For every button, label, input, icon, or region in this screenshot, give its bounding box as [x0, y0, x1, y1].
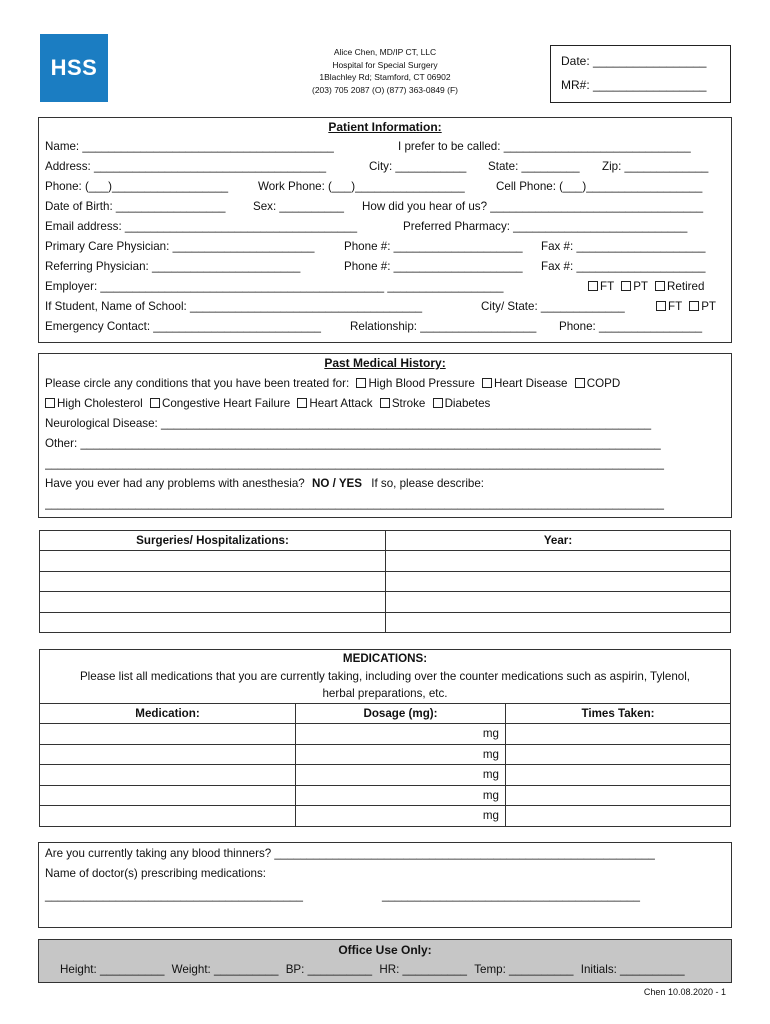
year-cell[interactable]	[386, 592, 731, 613]
temp-field[interactable]: Temp: __________	[474, 963, 574, 976]
employment-retired-checkbox[interactable]	[655, 281, 665, 291]
year-cell[interactable]	[386, 551, 731, 572]
work-phone-field[interactable]: Work Phone: (___)_________________	[258, 180, 465, 193]
heart-attack-checkbox[interactable]	[297, 398, 307, 408]
condition-label: Stroke	[391, 397, 426, 410]
condition-label: Heart Disease	[494, 377, 568, 390]
surgery-cell[interactable]	[40, 551, 386, 572]
surgeries-header: Surgeries/ Hospitalizations:	[40, 531, 386, 551]
option-label: Retired	[667, 280, 705, 293]
anesthesia-options[interactable]: NO / YES	[311, 477, 363, 490]
dosage-cell[interactable]: mg	[296, 785, 506, 806]
school-field[interactable]: If Student, Name of School: ____________________________________	[45, 300, 423, 313]
practice-info	[260, 46, 510, 96]
anesthesia-question: Have you ever had any problems with anesthesia?	[45, 477, 305, 490]
hr-field[interactable]: HR: __________	[379, 963, 467, 976]
chf-checkbox[interactable]	[150, 398, 160, 408]
prescribing-doctor-line-1[interactable]: ________________________________________	[45, 889, 303, 902]
pcp-fax-field[interactable]: Fax #: ____________________	[541, 240, 706, 253]
option-label: PT	[633, 280, 648, 293]
dosage-cell[interactable]: mg	[296, 806, 506, 827]
dosage-cell[interactable]: mg	[296, 744, 506, 765]
emergency-contact-field[interactable]: Emergency Contact: __________________________	[45, 320, 321, 333]
diabetes-checkbox[interactable]	[433, 398, 443, 408]
times-taken-header: Times Taken:	[506, 704, 731, 724]
times-cell[interactable]	[506, 785, 731, 806]
medical-history-title: Past Medical History:	[324, 356, 446, 370]
times-cell[interactable]	[506, 724, 731, 745]
table-row	[40, 571, 731, 592]
year-cell[interactable]	[386, 612, 731, 633]
medications-instructions	[39, 668, 731, 702]
practice-line: Hospital for Special Surgery	[332, 59, 438, 70]
table-row	[40, 551, 731, 572]
sex-field[interactable]: Sex: __________	[253, 200, 344, 213]
school-city-state-field[interactable]: City/ State: _____________	[481, 300, 625, 313]
table-row	[40, 612, 731, 633]
hss-logo: HSS	[40, 34, 108, 102]
copd-checkbox[interactable]	[575, 378, 585, 388]
anesthesia-followup: If so, please describe:	[371, 477, 485, 490]
medication-cell[interactable]	[40, 724, 296, 745]
medication-cell[interactable]	[40, 765, 296, 786]
phone-field[interactable]: Phone: (___)__________________	[45, 180, 229, 193]
table-row	[40, 765, 731, 786]
state-field[interactable]: State: _________	[488, 160, 580, 173]
practice-line: 1Blachley Rd; Stamford, CT 06902	[319, 72, 451, 82]
emergency-phone-field[interactable]: Phone: ________________	[559, 320, 703, 333]
cell-phone-field[interactable]: Cell Phone: (___)__________________	[496, 180, 703, 193]
pcp-phone-field[interactable]: Phone #: ____________________	[344, 240, 523, 253]
dosage-cell[interactable]: mg	[296, 765, 506, 786]
surgery-cell[interactable]	[40, 571, 386, 592]
table-row	[40, 806, 731, 827]
surgeries-table	[39, 530, 731, 633]
referring-phone-field[interactable]: Phone #: ____________________	[344, 260, 523, 273]
instructions-line: herbal preparations, etc.	[322, 687, 448, 700]
other-conditions-line[interactable]: ________________________________________________________________________________________________	[45, 457, 664, 470]
medication-cell[interactable]	[40, 785, 296, 806]
times-cell[interactable]	[506, 744, 731, 765]
mr-field[interactable]: MR#: _________________	[561, 78, 707, 92]
medication-cell[interactable]	[40, 806, 296, 827]
prescribing-doctor-label: Name of doctor(s) prescribing medications:	[45, 867, 267, 880]
table-row	[40, 744, 731, 765]
condition-label: High Cholesterol	[57, 397, 143, 410]
pharmacy-field[interactable]: Preferred Pharmacy: ___________________________	[403, 220, 688, 233]
medication-header: Medication:	[40, 704, 296, 724]
medications-title: MEDICATIONS:	[342, 652, 428, 665]
student-ft-checkbox[interactable]	[656, 301, 666, 311]
medication-cell[interactable]	[40, 744, 296, 765]
employment-pt-checkbox[interactable]	[621, 281, 631, 291]
zip-field[interactable]: Zip: _____________	[602, 160, 709, 173]
condition-label: High Blood Pressure	[368, 377, 475, 390]
email-field[interactable]: Email address: ____________________________________	[45, 220, 358, 233]
office-use-title: Office Use Only:	[338, 943, 432, 957]
employment-ft-checkbox[interactable]	[588, 281, 598, 291]
condition-label: Congestive Heart Failure	[161, 397, 291, 410]
option-label: FT	[668, 300, 682, 313]
city-field[interactable]: City: ___________	[369, 160, 467, 173]
date-field[interactable]: Date: _________________	[561, 54, 707, 68]
other-conditions-field[interactable]: Other: __________________________________________________________________________________________	[45, 437, 661, 450]
page-footer: Chen 10.08.2020 - 1	[643, 987, 726, 997]
condition-label: Diabetes	[444, 397, 491, 410]
table-row	[40, 785, 731, 806]
date-mr-box	[550, 45, 731, 103]
times-cell[interactable]	[506, 765, 731, 786]
conditions-intro: Please circle any conditions that you have been treated for:	[45, 377, 350, 390]
dob-field[interactable]: Date of Birth: _________________	[45, 200, 226, 213]
condition-label: COPD	[586, 377, 621, 390]
dosage-header: Dosage (mg):	[296, 704, 506, 724]
prescribing-doctor-line-2[interactable]: ________________________________________	[382, 889, 640, 902]
preferred-name-field[interactable]: I prefer to be called: _____________________________	[398, 140, 691, 153]
year-cell[interactable]	[386, 571, 731, 592]
practice-line: Alice Chen, MD/IP CT, LLC	[333, 47, 437, 57]
dosage-cell[interactable]: mg	[296, 724, 506, 745]
surgery-cell[interactable]	[40, 592, 386, 613]
anesthesia-description-line[interactable]: ________________________________________________________________________________________________	[45, 497, 664, 510]
student-pt-checkbox[interactable]	[689, 301, 699, 311]
relationship-field[interactable]: Relationship: __________________	[350, 320, 537, 333]
instructions-line: Please list all medications that you are currently taking, including over the counter medications such as aspirin, Tylenol,	[79, 670, 691, 683]
height-field[interactable]: Height: __________	[60, 963, 165, 976]
name-field[interactable]: Name: _______________________________________	[45, 140, 334, 153]
pcp-field[interactable]: Primary Care Physician: ______________________	[45, 240, 315, 253]
table-row	[40, 724, 731, 745]
referral-source-field[interactable]: How did you hear of us? _________________________________	[362, 200, 704, 213]
neurological-disease-field[interactable]: Neurological Disease: ____________________________________________________________________________	[45, 417, 652, 430]
employer-field[interactable]: Employer: ____________________________________________ __________________	[45, 280, 504, 293]
referring-physician-field[interactable]: Referring Physician: _______________________	[45, 260, 301, 273]
option-label: FT	[600, 280, 614, 293]
medications-table	[39, 703, 731, 827]
blood-thinners-field[interactable]: Are you currently taking any blood thinners? ___________________________________________________________	[45, 847, 655, 860]
surgery-cell[interactable]	[40, 612, 386, 633]
high-blood-pressure-checkbox[interactable]	[356, 378, 366, 388]
table-row	[40, 592, 731, 613]
referring-fax-field[interactable]: Fax #: ____________________	[541, 260, 706, 273]
practice-line: (203) 705 2087 (O) (877) 363-0849 (F)	[312, 84, 458, 95]
initials-field[interactable]: Initials: __________	[580, 963, 685, 976]
high-cholesterol-checkbox[interactable]	[45, 398, 55, 408]
address-field[interactable]: Address: ____________________________________	[45, 160, 327, 173]
condition-label: Heart Attack	[309, 397, 373, 410]
option-label: PT	[701, 300, 717, 313]
times-cell[interactable]	[506, 806, 731, 827]
bp-field[interactable]: BP: __________	[285, 963, 373, 976]
year-header: Year:	[386, 531, 731, 551]
heart-disease-checkbox[interactable]	[482, 378, 492, 388]
stroke-checkbox[interactable]	[380, 398, 390, 408]
weight-field[interactable]: Weight: __________	[171, 963, 279, 976]
patient-info-title: Patient Information:	[328, 120, 442, 134]
